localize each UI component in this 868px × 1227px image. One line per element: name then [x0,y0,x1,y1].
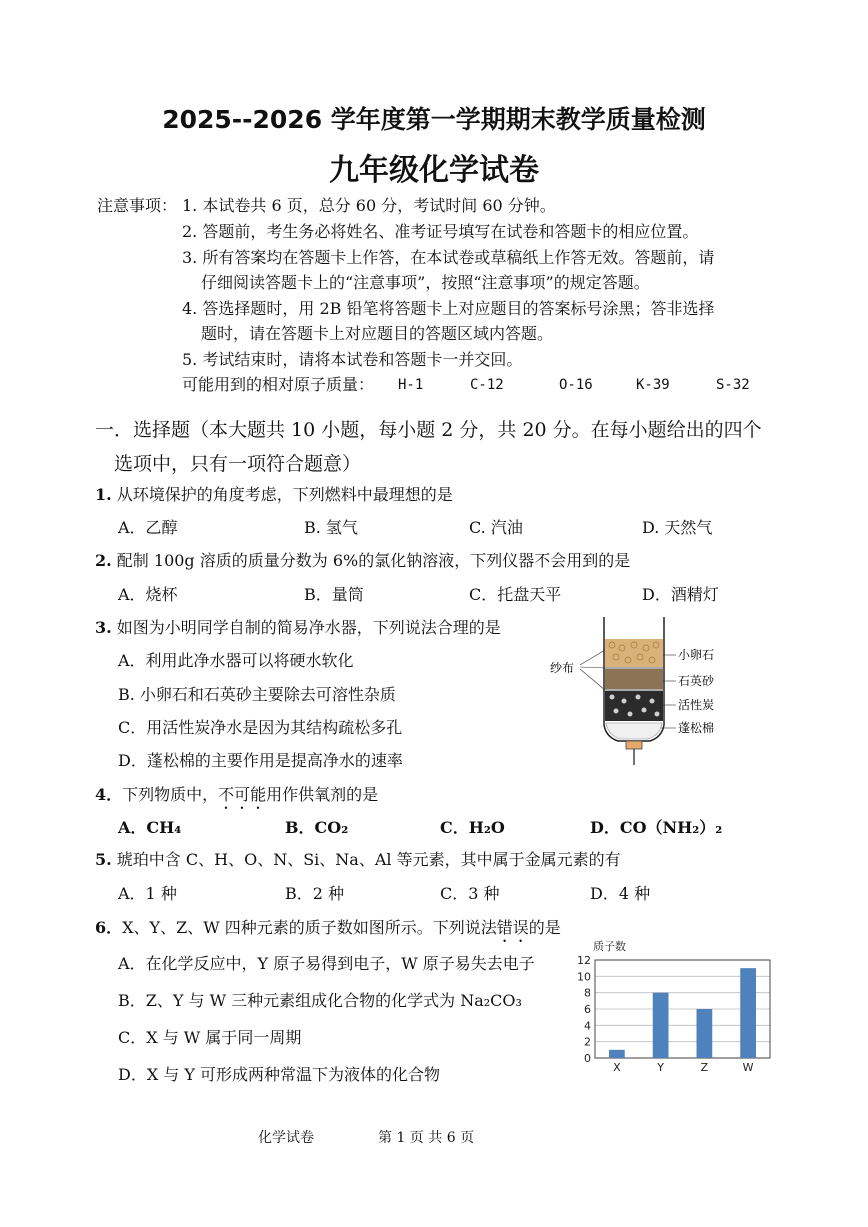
label-activated-carbon: 活性炭 [678,698,715,712]
option-6a: A．在化学反应中，Y 原子易得到电子，W 原子易失去电子 [118,954,535,973]
question-4 [95,782,378,813]
question-number: 4． [95,785,123,804]
outlet-valve [626,741,642,749]
y-tick-label: 4 [584,1019,591,1033]
question-stem-emphasis: 错误 [496,918,529,937]
atomic-mass-k: K-39 [636,377,670,393]
notice-item-4-cont: 题时，请在答题卡上对应题目的答题区域内答题。 [201,324,554,343]
question-stem-pre: 下列物质中， [122,785,219,804]
footer-subject: 化学试卷 [258,1130,314,1146]
option-4c: C．H₂O [440,818,505,837]
notice-item-3-cont: 仔细阅读答题卡上的“注意事项”，按照“注意事项”的规定答题。 [201,273,650,292]
question-stem: 配制 100g 溶质的质量分数为 6%的氯化钠溶液，下列仪器不会用到的是 [116,551,631,570]
question-number: 3. [95,618,112,637]
bar-w [740,968,756,1058]
question-stem-post: 的是 [528,918,561,937]
y-tick-label: 2 [584,1035,591,1049]
option-4a: A．CH₄ [118,818,182,837]
notice-item-4: 4. 答选择题时，用 2B 铅笔将答题卡上对应题目的答案标号涂黑；答非选择 [182,299,715,318]
x-tick-label: Y [657,1061,664,1074]
question-stem: 琥珀中含 C、H、O、N、Si、Na、Al 等元素，其中属于金属元素的有 [116,850,621,869]
question-6 [95,915,561,946]
label-gauze: 纱布 [550,661,575,675]
proton-number-chart [565,938,775,1078]
atomic-mass-label: 可能用到的相对原子质量： [182,375,375,394]
question-1 [95,482,453,505]
quartz-sand-layer [605,669,663,689]
question-stem: 从环境保护的角度考虑，下列燃料中最理想的是 [116,485,453,504]
notice-item-2: 2. 答题前，考生务必将姓名、准考证号填写在试卷和答题卡的相应位置。 [182,222,699,241]
notice-item-3: 3. 所有答案均在答题卡上作答，在本试卷或草稿纸上作答无效。答题前，请 [182,248,715,267]
label-cotton: 蓬松棉 [678,721,715,735]
y-tick-label: 0 [584,1052,591,1065]
x-tick-label: W [742,1061,754,1074]
x-tick-label: Z [700,1061,709,1074]
option-2b: B．量筒 [304,585,364,604]
option-2a: A．烧杯 [118,585,178,604]
option-1a: A．乙醇 [118,518,178,537]
question-2 [95,548,630,571]
label-pebbles: 小卵石 [678,648,715,662]
bar-y [653,993,669,1058]
atomic-mass-s: S-32 [716,377,750,393]
atomic-mass-h: H-1 [398,377,424,393]
option-2d: D．酒精灯 [642,585,719,604]
y-tick-label: 12 [577,954,591,967]
question-5 [95,847,621,870]
option-5d: D．4 种 [590,884,651,903]
question-number: 1. [95,485,112,504]
bar-z [697,1009,713,1058]
footer-page-number: 第 1 页 共 6 页 [378,1130,475,1146]
question-3 [95,615,501,638]
cotton-layer [606,723,662,739]
option-6b: B．Z、Y 与 W 三种元素组成化合物的化学式为 Na₂CO₃ [118,991,522,1010]
option-2c: C．托盘天平 [469,585,562,604]
bar-x [609,1050,625,1058]
y-tick-label: 6 [584,1003,591,1016]
option-3b: B. 小卵石和石英砂主要除去可溶性杂质 [118,685,396,704]
question-stem-post: 用作供氧剂的是 [266,785,379,804]
option-3d: D．蓬松棉的主要作用是提高净水的速率 [118,751,403,770]
y-axis-title: 质子数 [593,940,626,953]
notice-item-1: 1. 本试卷共 6 页，总分 60 分，考试时间 60 分钟。 [182,196,556,215]
option-3c: C．用活性炭净水是因为其结构疏松多孔 [118,718,403,737]
option-1b: B. 氢气 [304,518,358,537]
exam-subtitle: 九年级化学试卷 [329,153,539,188]
y-tick-label: 10 [577,970,591,984]
option-6c: C．X 与 W 属于同一周期 [118,1028,302,1047]
option-6d: D．X 与 Y 可形成两种常温下为液体的化合物 [118,1065,441,1084]
question-stem: 如图为小明同学自制的简易净水器，下列说法合理的是 [116,618,501,637]
label-quartz-sand: 石英砂 [678,674,715,688]
section-heading: 一．选择题（本大题共 10 小题，每小题 2 分，共 20 分。在每小题给出的四个 [95,419,762,441]
notice-label: 注意事项： [97,196,178,215]
option-4b: B．CO₂ [285,818,349,837]
option-4d: D．CO（NH₂）₂ [590,818,723,837]
y-tick-label: 8 [584,986,591,1000]
question-stem-emphasis: 不可能 [218,785,267,804]
option-5b: B．2 种 [285,884,345,903]
water-filter-figure [548,615,758,775]
atomic-mass-o: O-16 [559,377,593,393]
option-3a: A．利用此净水器可以将硬水软化 [118,651,354,670]
option-5c: C．3 种 [440,884,500,903]
notice-item-5: 5. 考试结束时，请将本试卷和答题卡一并交回。 [182,350,523,369]
option-5a: A．1 种 [118,884,177,903]
question-number: 6． [95,918,123,937]
pebble-layer [605,639,663,667]
question-number: 2. [95,551,112,570]
x-tick-label: X [613,1061,621,1074]
question-number: 5. [95,850,112,869]
option-1d: D. 天然气 [642,518,713,537]
option-1c: C. 汽油 [469,518,523,537]
exam-title: 2025--2026 学年度第一学期期末教学质量检测 [162,105,706,134]
question-stem-pre: X、Y、Z、W 四种元素的质子数如图所示。下列说法 [122,918,497,937]
section-heading-cont: 选项中，只有一项符合题意） [114,453,362,475]
atomic-mass-c: C-12 [470,377,504,393]
